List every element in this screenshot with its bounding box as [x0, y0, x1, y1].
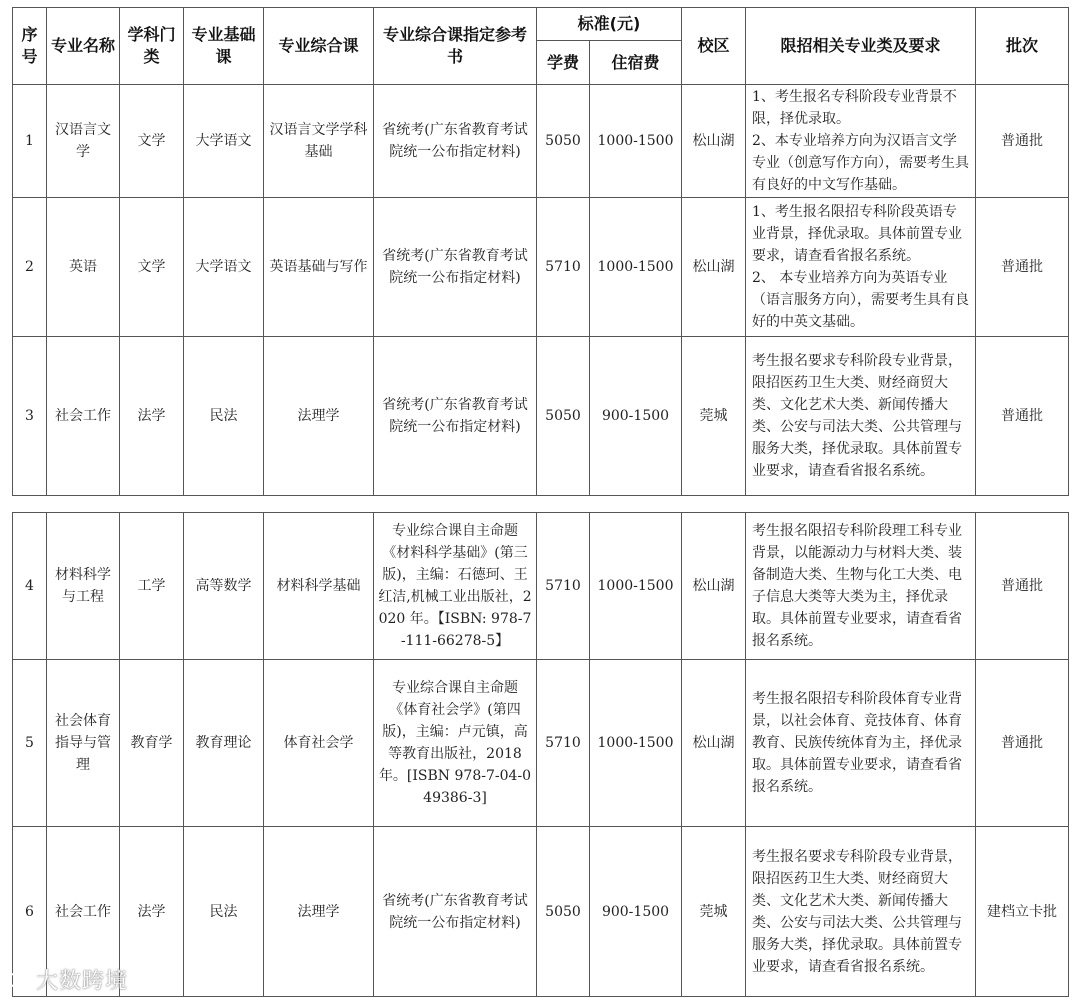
cell-category: 文学 — [120, 85, 184, 198]
cell-requirements: 1、考生报名专科阶段专业背景不限，择优录取。 2、本专业培养方向为汉语言文学专业（创意写作方向），需要考生具有良好的中文写作基础。 — [746, 85, 976, 198]
cell-lodging: 1000-1500 — [590, 198, 682, 337]
cell-requirements: 考生报名限招专科阶段体育专业背景，以社会体育、竞技体育、体育教育、民族传统体育为主，择优录取。具体前置专业要求，请查看省报名系统。 — [746, 660, 976, 827]
cell-ref-book: 省统考(广东省教育考试院统一公布指定材料) — [374, 337, 537, 496]
header-index: 序号 — [13, 8, 47, 85]
table-row — [13, 660, 1069, 827]
cell-major: 英语 — [47, 198, 120, 337]
cell-lodging: 1000-1500 — [590, 513, 682, 660]
header-major: 专业名称 — [47, 8, 120, 85]
cell-ref-book: 专业综合课自主命题 《材料科学基础》(第三版)，主编：石德珂、王红洁,机械工业出版社，2020 年。【ISBN: 978-7-111-66278-5】 — [374, 513, 537, 660]
cell-tuition: 5050 — [537, 827, 590, 997]
cell-comp-course: 材料科学基础 — [264, 513, 374, 660]
header-requirements: 限招相关专业类及要求 — [746, 8, 976, 85]
cell-major: 材料科学与工程 — [47, 513, 120, 660]
cell-ref-book: 省统考(广东省教育考试院统一公布指定材料) — [374, 85, 537, 198]
cell-requirements: 1、考生报名限招专科阶段英语专业背景，择优录取。具体前置专业要求，请查看省报名系统。 2、 本专业培养方向为英语专业（语言服务方向），需要考生具有良好的中英文基础。 — [746, 198, 976, 337]
cell-comp-course: 法理学 — [264, 827, 374, 997]
cell-major: 社会工作 — [47, 827, 120, 997]
cell-major: 社会体育指导与管理 — [47, 660, 120, 827]
cell-base-course: 大学语文 — [184, 85, 264, 198]
table-row — [13, 513, 1069, 660]
cell-lodging: 1000-1500 — [590, 85, 682, 198]
cell-base-course: 民法 — [184, 827, 264, 997]
header-base-course: 专业基础课 — [184, 8, 264, 85]
cell-comp-course: 英语基础与写作 — [264, 198, 374, 337]
table-row — [13, 827, 1069, 997]
cell-index: 6 — [13, 827, 47, 997]
cell-batch: 普通批 — [976, 85, 1069, 198]
watermark-logo-icon — [6, 969, 32, 991]
cell-category: 教育学 — [120, 660, 184, 827]
watermark-text: 大数跨境 — [36, 969, 129, 994]
cell-batch: 普通批 — [976, 513, 1069, 660]
cell-comp-course: 体育社会学 — [264, 660, 374, 827]
watermark — [6, 964, 128, 995]
cell-category: 工学 — [120, 513, 184, 660]
cell-base-course: 民法 — [184, 337, 264, 496]
cell-index: 2 — [13, 198, 47, 337]
header-lodging: 住宿费 — [590, 41, 682, 85]
cell-base-course: 教育理论 — [184, 660, 264, 827]
cell-index: 5 — [13, 660, 47, 827]
header-ref-book: 专业综合课指定参考书 — [374, 8, 537, 85]
cell-campus: 莞城 — [682, 827, 746, 997]
header-standard: 标准(元) — [537, 8, 682, 41]
header-category: 学科门类 — [120, 8, 184, 85]
admissions-table-part-2 — [12, 512, 1069, 997]
cell-tuition: 5710 — [537, 660, 590, 827]
header-batch: 批次 — [976, 8, 1069, 85]
cell-tuition: 5050 — [537, 85, 590, 198]
cell-batch: 普通批 — [976, 198, 1069, 337]
cell-major: 社会工作 — [47, 337, 120, 496]
cell-major: 汉语言文学 — [47, 85, 120, 198]
cell-category: 法学 — [120, 827, 184, 997]
cell-index: 1 — [13, 85, 47, 198]
cell-campus: 松山湖 — [682, 198, 746, 337]
cell-requirements: 考生报名限招专科阶段理工科专业背景，以能源动力与材料大类、装备制造大类、生物与化工大类、电子信息大类等大类为主，择优录取。具体前置专业要求，请查看省报名系统。 — [746, 513, 976, 660]
cell-comp-course: 汉语言文学学科基础 — [264, 85, 374, 198]
cell-index: 3 — [13, 337, 47, 496]
cell-lodging: 1000-1500 — [590, 660, 682, 827]
cell-campus: 松山湖 — [682, 513, 746, 660]
cell-ref-book: 专业综合课自主命题 《体育社会学》(第四版)，主编：卢元镇，高等教育出版社，2018 年。[ISBN 978-7-04-049386-3] — [374, 660, 537, 827]
cell-category: 法学 — [120, 337, 184, 496]
cell-lodging: 900-1500 — [590, 827, 682, 997]
table-row — [13, 85, 1069, 198]
cell-batch: 普通批 — [976, 660, 1069, 827]
cell-requirements: 考生报名要求专科阶段专业背景，限招医药卫生大类、财经商贸大类、文化艺术大类、新闻传播大类、公安与司法大类、公共管理与服务大类，择优录取。具体前置专业要求，请查看省报名系统。 — [746, 337, 976, 496]
header-tuition: 学费 — [537, 41, 590, 85]
cell-campus: 松山湖 — [682, 85, 746, 198]
cell-comp-course: 法理学 — [264, 337, 374, 496]
cell-index: 4 — [13, 513, 47, 660]
admissions-table-part-1 — [12, 7, 1069, 496]
cell-tuition: 5710 — [537, 198, 590, 337]
cell-requirements: 考生报名要求专科阶段专业背景，限招医药卫生大类、财经商贸大类、文化艺术大类、新闻传播大类、公安与司法大类、公共管理与服务大类，择优录取。具体前置专业要求，请查看省报名系统。 — [746, 827, 976, 997]
header-campus: 校区 — [682, 8, 746, 85]
table-row — [13, 337, 1069, 496]
cell-ref-book: 省统考(广东省教育考试院统一公布指定材料) — [374, 198, 537, 337]
cell-batch: 普通批 — [976, 337, 1069, 496]
cell-tuition: 5710 — [537, 513, 590, 660]
cell-base-course: 大学语文 — [184, 198, 264, 337]
cell-campus: 松山湖 — [682, 660, 746, 827]
cell-tuition: 5050 — [537, 337, 590, 496]
table-row — [13, 198, 1069, 337]
cell-ref-book: 省统考(广东省教育考试院统一公布指定材料) — [374, 827, 537, 997]
cell-category: 文学 — [120, 198, 184, 337]
cell-base-course: 高等数学 — [184, 513, 264, 660]
cell-batch: 建档立卡批 — [976, 827, 1069, 997]
cell-lodging: 900-1500 — [590, 337, 682, 496]
cell-campus: 莞城 — [682, 337, 746, 496]
header-comp-course: 专业综合课 — [264, 8, 374, 85]
